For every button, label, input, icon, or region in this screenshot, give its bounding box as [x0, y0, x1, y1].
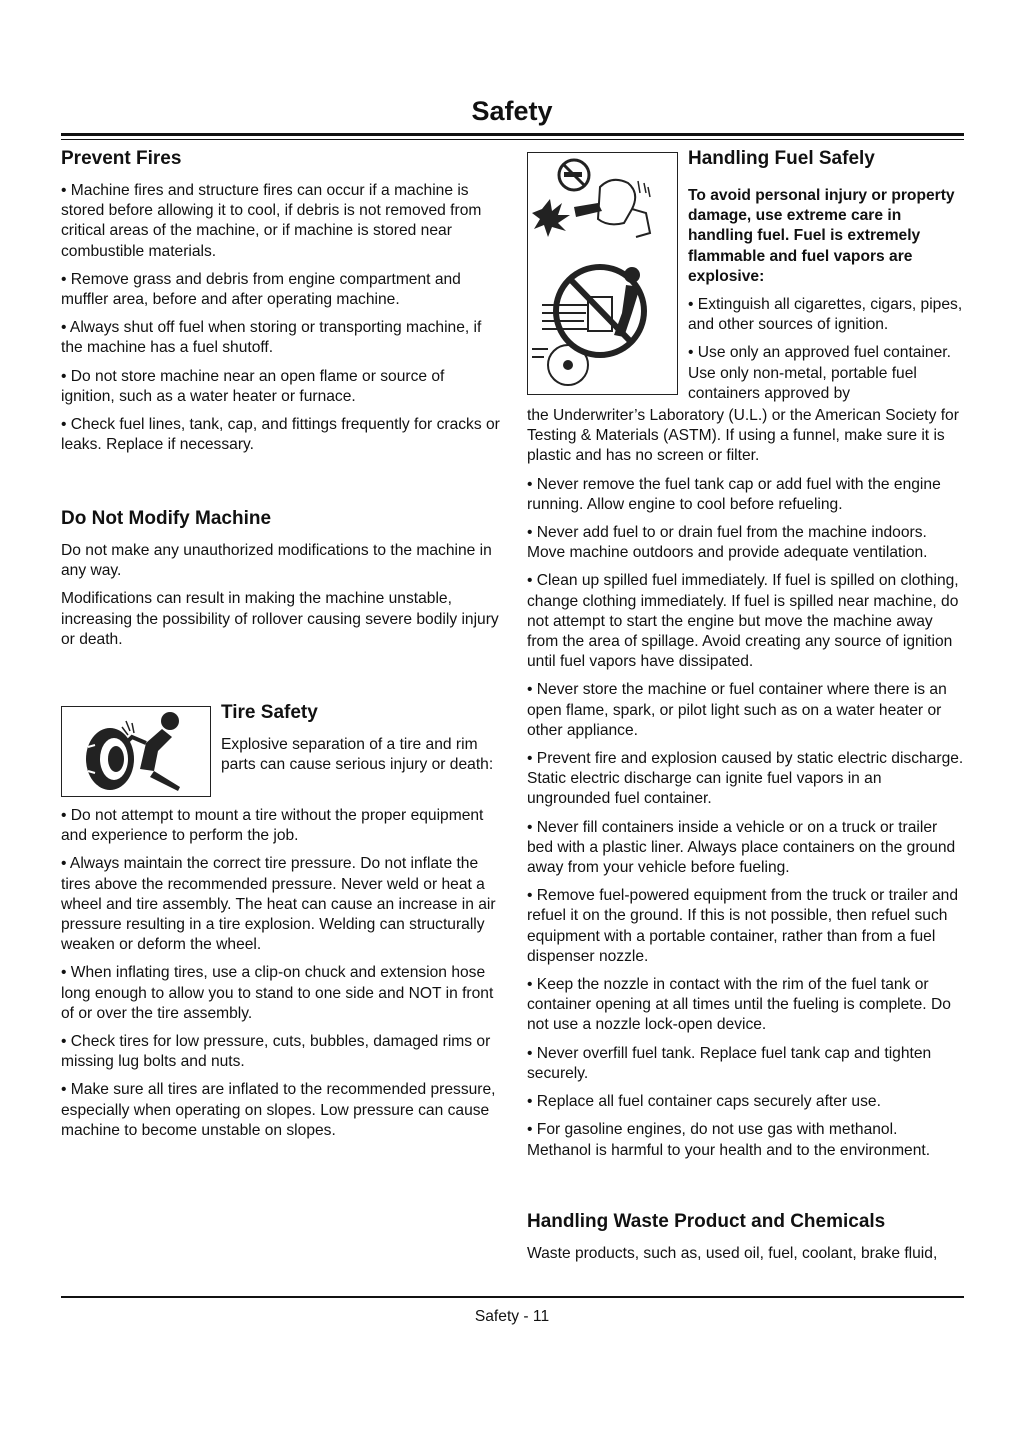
list-item: • Extinguish all cigarettes, cigars, pipes, and other sources of ignition.: [688, 296, 963, 334]
heading-prevent-fires: Prevent Fires: [61, 148, 182, 169]
list-item: • Keep the nozzle in contact with the rim of the fuel tank or container opening at all times until the fueling is complete. Do not use a nozzle lock-open device.: [527, 976, 951, 1034]
footer-rule: [61, 1296, 964, 1298]
list-item: • Use only an approved fuel container. Use only non-metal, portable fuel containers approved by: [688, 344, 951, 402]
list-item-continued: the Underwriter’s Laboratory (U.L.) or the American Society for Testing & Materials (ASTM). If using a funnel, make sure it is plastic and has no screen or filter.: [527, 407, 959, 465]
heading-handling-fuel: Handling Fuel Safely: [688, 148, 875, 169]
list-item: • Do not store machine near an open flame or source of ignition, such as a water heater or furnace.: [61, 367, 445, 405]
section-prevent-fires: [61, 147, 501, 463]
section-tire-safety-head: [221, 701, 501, 783]
list-item: • Check tires for low pressure, cuts, bubbles, damaged rims or missing lug bolts and nuts.: [61, 1033, 491, 1071]
list-item: • Never add fuel to or drain fuel from the machine indoors. Move machine outdoors and provide adequate ventilation.: [527, 524, 928, 562]
section-fuel-head: [688, 147, 964, 404]
list-item: • Remove grass and debris from engine compartment and muffler area, before and after operating machine.: [61, 270, 461, 309]
warning-text: To avoid personal injury or property damage, use extreme care in handling fuel. Fuel is extremely flammable and fuel vapors are explosive:: [688, 187, 955, 285]
list-item: • Clean up spilled fuel immediately. If fuel is spilled on clothing, change clothing immediately. If fuel is spilled near machine, do not attempt to start the engine but move the machine away from the area of spillage. Avoid creating any source of ignition until fuel vapors have dissipated.: [527, 572, 959, 671]
title-rule: [61, 133, 964, 136]
list-item: • Always maintain the correct tire pressure. Do not inflate the tires above the recommended pressure. Never weld or heat a wheel and tire assembly. The heat can cause an increase in air pressure resulting in a tire explosion. Welding can structurally weaken or deform the wheel.: [61, 855, 496, 954]
list-item: • Never overfill fuel tank. Replace fuel tank cap and tighten securely.: [527, 1044, 932, 1082]
list-item: • Never remove the fuel tank cap or add fuel with the engine running. Allow engine to cool before refueling.: [527, 475, 941, 513]
title-rule-thin: [61, 139, 964, 140]
page-title: Safety: [471, 96, 553, 126]
list-item: • Check fuel lines, tank, cap, and fittings frequently for cracks or leaks. Replace if necessary.: [61, 416, 500, 454]
heading-handling-waste: Handling Waste Product and Chemicals: [527, 1211, 886, 1232]
list-item: • For gasoline engines, do not use gas with methanol. Methanol is harmful to your health and to the environment.: [527, 1121, 931, 1159]
section-do-not-modify: [61, 507, 501, 658]
section-tire-safety-items: [61, 806, 501, 1149]
paragraph: Do not make any unauthorized modifications to the machine in any way.: [61, 542, 492, 580]
list-item: • Prevent fire and explosion caused by static electric discharge. Static electric discharge can ignite fuel vapors in an ungrounded fuel container.: [527, 750, 964, 808]
list-item: • Do not attempt to mount a tire without the proper equipment and experience to perform the job.: [61, 807, 484, 845]
paragraph: Waste products, such as, used oil, fuel, coolant, brake fluid,: [527, 1245, 938, 1262]
list-item: • Replace all fuel container caps securely after use.: [527, 1093, 881, 1111]
heading-tire-safety: Tire Safety: [221, 702, 318, 723]
page-number: Safety - 11: [474, 1308, 550, 1325]
list-item: • Never store the machine or fuel container where there is an open flame, spark, or pilot light such as on a water heater or other appliance.: [527, 681, 947, 739]
section-fuel-items: [527, 406, 964, 1169]
heading-do-not-modify: Do Not Modify Machine: [61, 508, 272, 529]
paragraph: Explosive separation of a tire and rim parts can cause serious injury or death:: [221, 736, 494, 774]
fuel-safety-illustration: [527, 152, 678, 395]
section-waste: [527, 1210, 964, 1272]
list-item: • Remove fuel-powered equipment from the truck or trailer and refuel it on the ground. If this is not possible, then refuel such equipment with a portable container, rather than from a fuel dispenser nozzle.: [527, 887, 959, 965]
list-item: • When inflating tires, use a clip-on chuck and extension hose long enough to allow you to stand to one side and NOT in front of or over the tire assembly.: [61, 964, 494, 1022]
list-item: • Always shut off fuel when storing or transporting machine, if the machine has a fuel shutoff.: [61, 319, 482, 357]
paragraph: Modifications can result in making the machine unstable, increasing the possibility of rollover causing severe bodily injury or death.: [61, 590, 499, 648]
list-item: • Never fill containers inside a vehicle or on a truck or trailer bed with a plastic liner. Always place containers on the ground away from your vehicle before fueling.: [527, 818, 956, 877]
tire-explosion-illustration: [61, 706, 211, 797]
list-item: • Machine fires and structure fires can occur if a machine is stored before allowing it to cool, if debris is not removed from critical areas of the machine, or if machine is stored near combustible materials.: [61, 182, 482, 260]
list-item: • Make sure all tires are inflated to the recommended pressure, especially when operating on slopes. Low pressure can cause machine to become unstable on slopes.: [61, 1081, 496, 1139]
